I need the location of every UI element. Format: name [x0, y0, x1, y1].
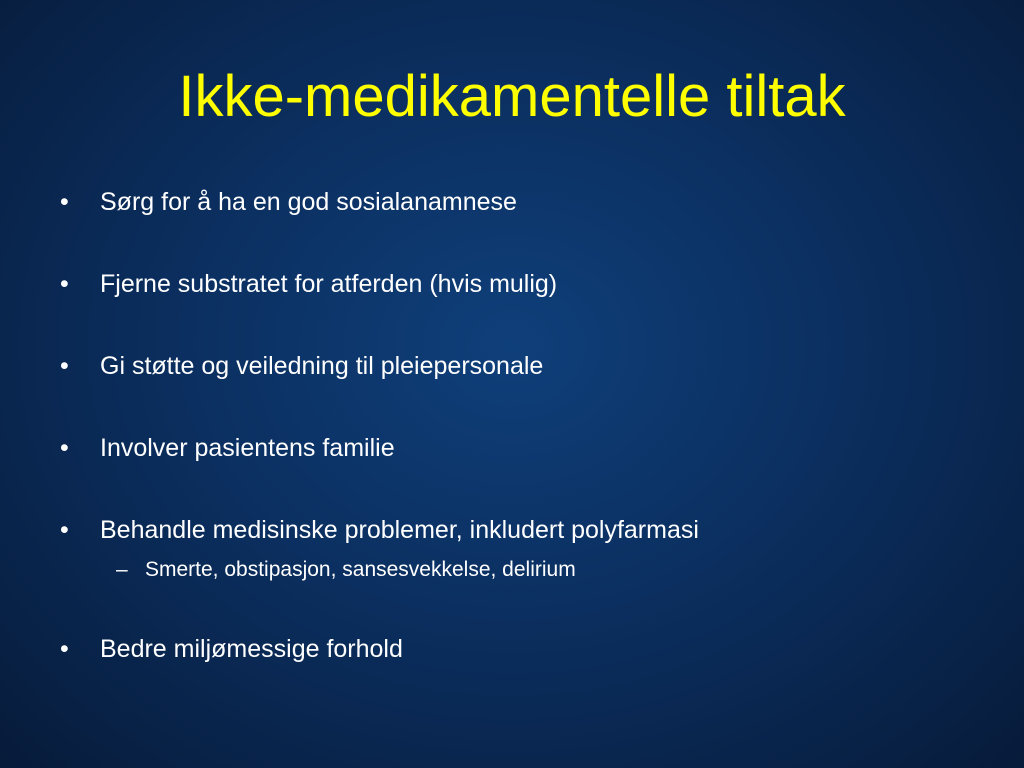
sub-bullet-marker: – [116, 558, 128, 581]
bullet-text: Involver pasientens familie [100, 434, 395, 462]
bullet-marker: • [60, 434, 69, 462]
bullet-text: Behandle medisinske problemer, inkludert polyfarmasi [100, 516, 699, 544]
bullet-text: Bedre miljømessige forhold [100, 635, 403, 663]
bullet-marker: • [60, 188, 69, 216]
bullet-marker: • [60, 516, 69, 544]
slide-title: Ikke-medikamentelle tiltak [178, 64, 846, 129]
bullet-text: Gi støtte og veiledning til pleiepersonale [100, 352, 544, 380]
bullet-marker: • [60, 270, 69, 298]
bullet-text: Sørg for å ha en god sosialanamnese [100, 188, 517, 216]
bullet-text: Fjerne substratet for atferden (hvis mulig) [100, 270, 558, 298]
sub-bullet-text: Smerte, obstipasjon, sansesvekkelse, delirium [145, 558, 576, 581]
bullet-marker: • [60, 635, 69, 663]
bullet-marker: • [60, 352, 69, 380]
